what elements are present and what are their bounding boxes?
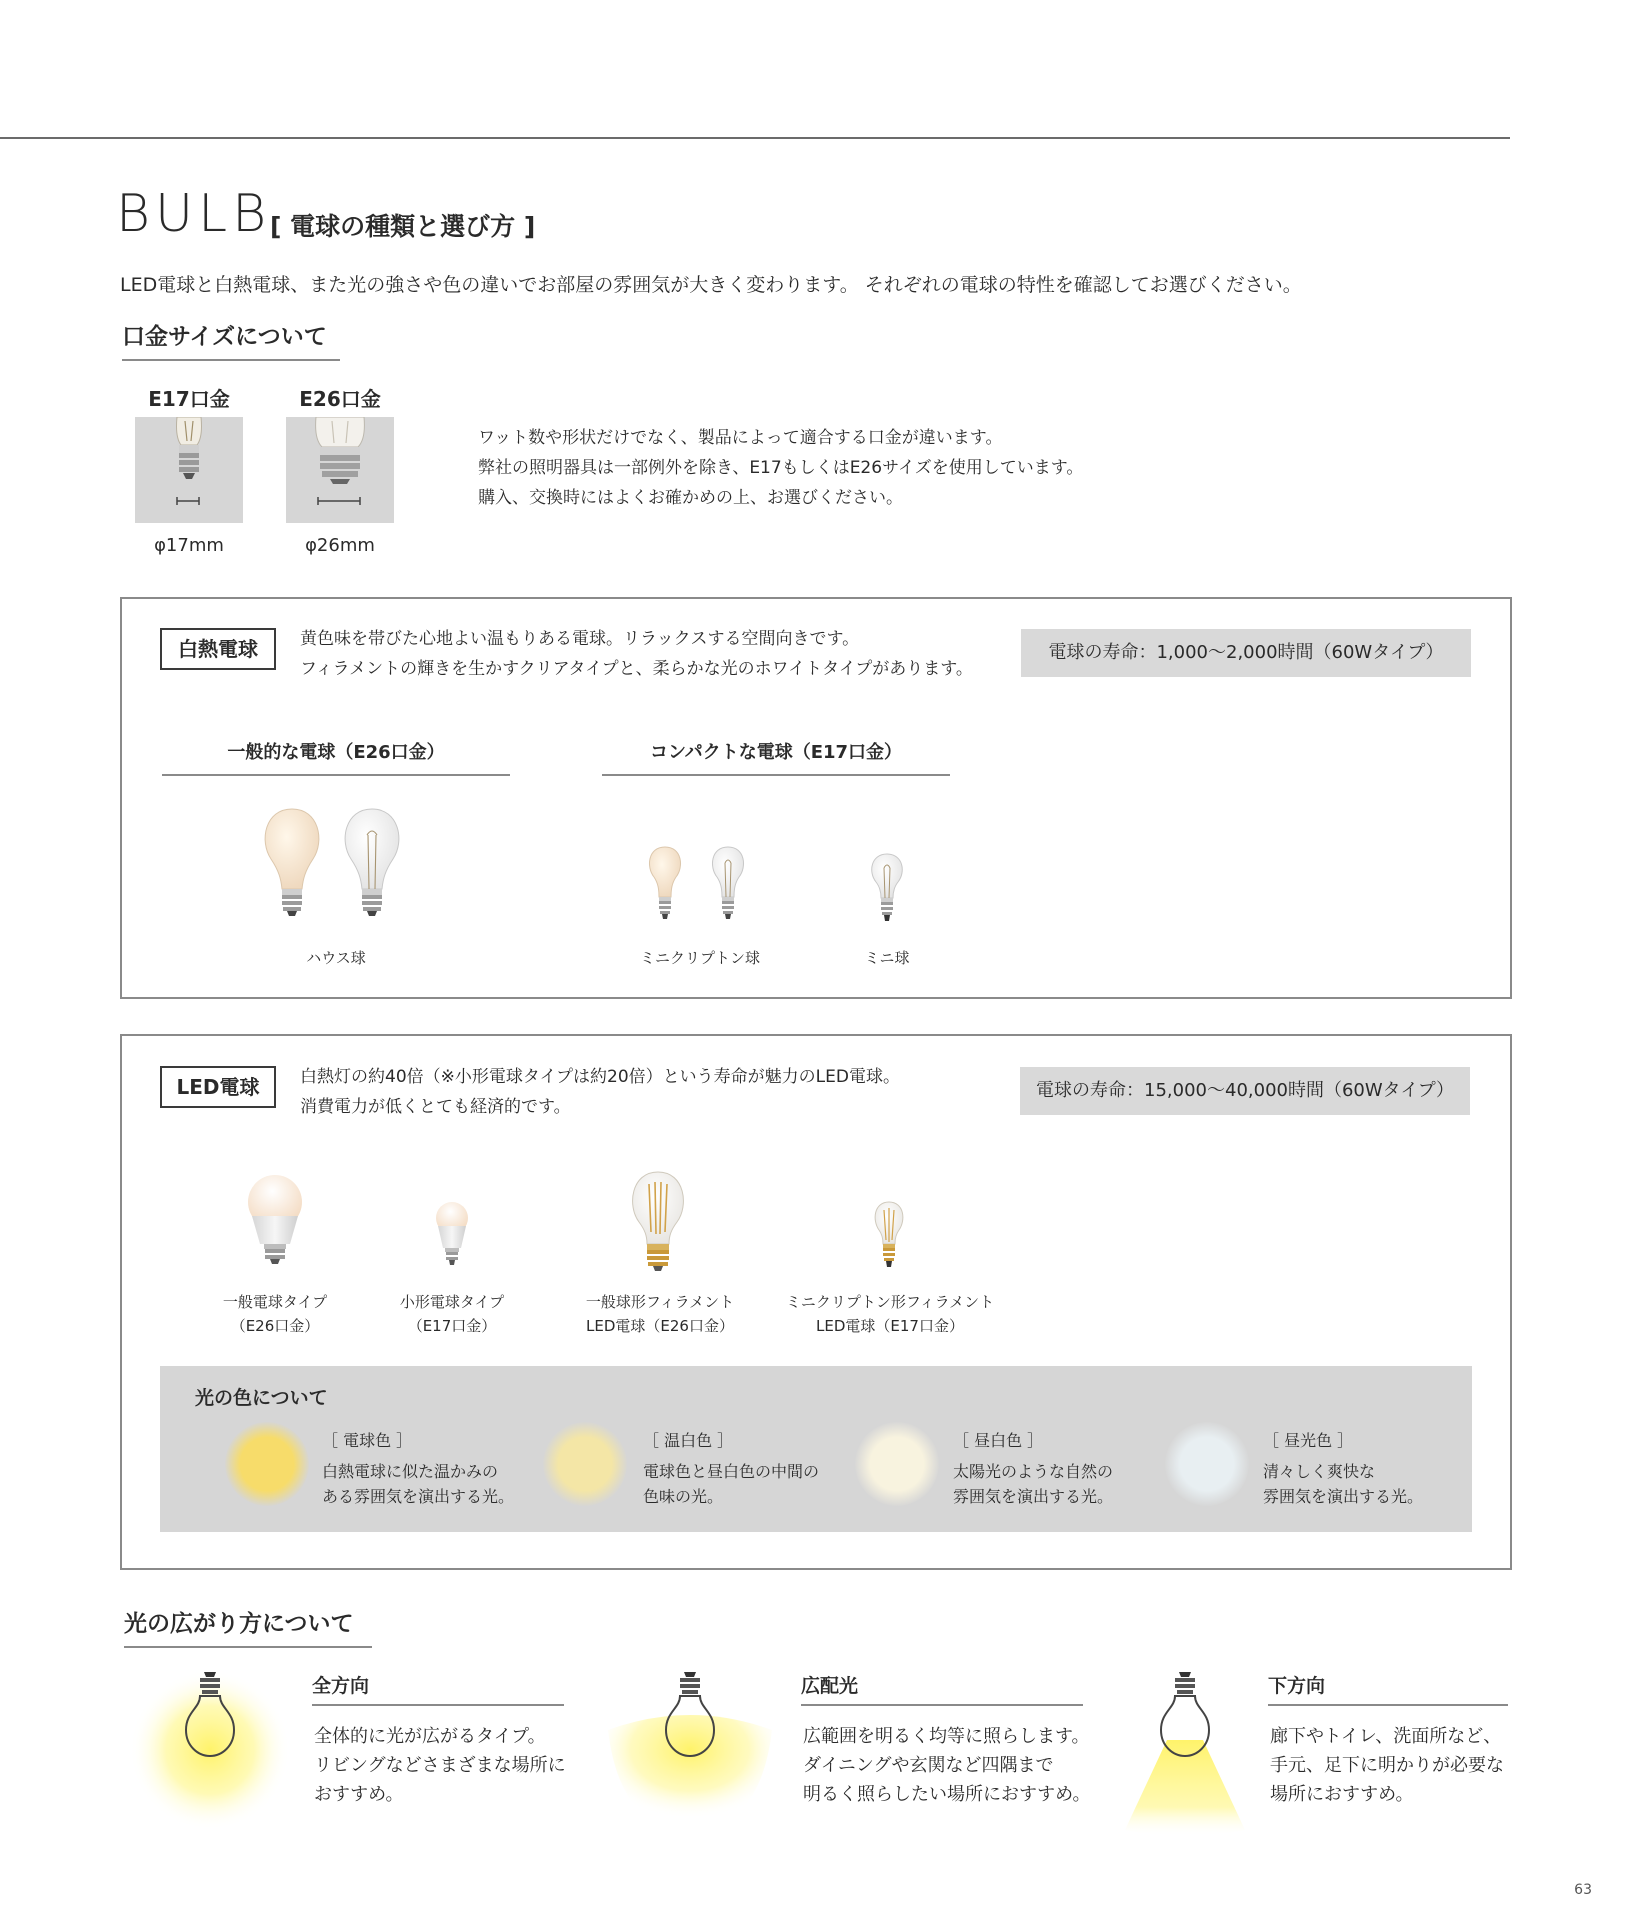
led-filament-bulb-image [625, 1170, 691, 1276]
light-bulb-color-swatch [225, 1422, 309, 1506]
caption-mini-krypton: ミニクリプトン球 [639, 949, 760, 967]
e17-cap-icon [135, 417, 243, 523]
cap-label-e26: E26口金 [299, 387, 381, 411]
cap-text-line: 弊社の照明器具は一部例外を除き、E17もしくはE26サイズを使用しています。 [478, 458, 1084, 478]
caption-line: （E17口金） [407, 1317, 497, 1335]
caption-mini-bulb: ミニ球 [864, 949, 910, 967]
spread-wide-title: 広配光 [801, 1671, 1083, 1706]
caption-led-mini-filament [775, 1290, 1005, 1338]
spread-downward-title: 下方向 [1268, 1671, 1508, 1706]
incandescent-tag: 白熱電球 [160, 628, 276, 670]
color-light-bulb [322, 1428, 514, 1509]
spread-omnidirectional-desc [314, 1722, 566, 1809]
color-desc: 清々しく爽快な [1263, 1462, 1376, 1481]
cap-text-line: 購入、交換時にはよくお確かめの上、お選びください。 [478, 488, 903, 508]
general-bulb-heading: 一般的な電球（E26口金） [162, 738, 510, 776]
top-rule [0, 137, 1510, 139]
caption-line: LED電球（E26口金） [586, 1317, 734, 1335]
color-desc: 雰囲気を演出する光。 [1263, 1487, 1424, 1506]
color-daylight [1263, 1428, 1423, 1509]
spread-wide-desc [803, 1722, 1090, 1809]
caption-line: 小形電球タイプ [399, 1293, 505, 1311]
e26-cap-icon [286, 417, 394, 523]
color-name: ［ 昼白色 ］ [953, 1431, 1044, 1450]
color-neutral-white [953, 1428, 1113, 1509]
led-description [300, 1062, 900, 1122]
led-general-bulb-image [240, 1172, 310, 1272]
color-desc: 太陽光のような自然の [953, 1462, 1114, 1481]
omnidirectional-icon [130, 1660, 290, 1830]
page-subtitle: [ 電球の種類と選び方 ] [270, 212, 536, 241]
caption-led-small [372, 1290, 532, 1338]
spread-desc-line: 場所におすすめ。 [1270, 1784, 1414, 1805]
page-title: BULB [116, 184, 272, 244]
incandescent-lifespan: 電球の寿命：1,000〜2,000時間（60Wタイプ） [1021, 629, 1471, 677]
cap-e17-image [135, 417, 243, 523]
spread-desc-line: おすすめ。 [314, 1784, 404, 1805]
mini-krypton-bulb-image [640, 845, 760, 930]
intro-text: LED電球と白熱電球、また光の強さや色の違いでお部屋の雰囲気が大きく変わります。 それぞれの電球の特性を確認してお選びください。 [120, 274, 1302, 296]
cap-text-line: ワット数や形状だけでなく、製品によって適合する口金が違います。 [478, 428, 1003, 448]
spread-desc-line: 廊下やトイレ、洗面所など、 [1270, 1726, 1502, 1747]
incandescent-text-line: 黄色味を帯びた心地よい温もりある電球。リラックスする空間向きです。 [300, 629, 860, 649]
spread-desc-line: ダイニングや玄関など四隅まで [803, 1755, 1054, 1776]
led-text-line: 白熱灯の約40倍（※小形電球タイプは約20倍）という寿命が魅力のLED電球。 [300, 1067, 900, 1087]
house-bulb-image [255, 805, 415, 925]
cap-label-e17: E17口金 [148, 387, 230, 411]
incandescent-description [300, 624, 973, 684]
mini-bulb-image [862, 852, 912, 930]
spread-desc-line: リビングなどさまざまな場所に [314, 1755, 566, 1776]
caption-line: ミニクリプトン形フィラメント [785, 1293, 995, 1311]
color-desc: 色味の光。 [643, 1487, 724, 1506]
color-desc: 白熱電球に似た温かみの [322, 1462, 499, 1481]
color-name: ［ 電球色 ］ [322, 1431, 413, 1450]
color-name: ［ 温白色 ］ [643, 1431, 734, 1450]
led-small-bulb-image [430, 1200, 474, 1275]
caption-house-bulb: ハウス球 [306, 949, 366, 967]
cap-section-heading: 口金サイズについて [122, 318, 340, 361]
caption-line: 一般電球タイプ [222, 1293, 328, 1311]
led-mini-filament-bulb-image [867, 1200, 911, 1275]
caption-line: （E26口金） [230, 1317, 320, 1335]
wide-distribution-icon [600, 1660, 780, 1830]
daylight-color-swatch [1165, 1422, 1249, 1506]
caption-line: 一般球形フィラメント [585, 1293, 735, 1311]
light-color-heading: 光の色について [195, 1387, 328, 1409]
spread-section-heading: 光の広がり方について [124, 1605, 372, 1648]
caption-led-filament [560, 1290, 760, 1338]
spread-downward-desc [1270, 1722, 1504, 1809]
color-desc: 雰囲気を演出する光。 [953, 1487, 1114, 1506]
spread-desc-line: 明るく照らしたい場所におすすめ。 [803, 1784, 1091, 1805]
cap-e26-image [286, 417, 394, 523]
caption-line: LED電球（E17口金） [816, 1317, 964, 1335]
cap-description [478, 423, 1083, 513]
incandescent-text-line: フィラメントの輝きを生かすクリアタイプと、柔らかな光のホワイトタイプがあります。 [300, 659, 973, 679]
led-tag: LED電球 [160, 1066, 276, 1108]
downward-icon [1115, 1660, 1255, 1840]
page-number: 63 [1574, 1882, 1592, 1898]
color-warm-white [643, 1428, 819, 1509]
spread-desc-line: 手元、足下に明かりが必要な [1270, 1755, 1504, 1776]
cap-dim-e17: φ17mm [154, 535, 224, 556]
cap-dim-e26: φ26mm [305, 535, 375, 556]
spread-desc-line: 広範囲を明るく均等に照らします。 [803, 1726, 1090, 1747]
led-text-line: 消費電力が低くとても経済的です。 [300, 1097, 571, 1117]
color-desc: 電球色と昼白色の中間の [643, 1462, 820, 1481]
neutral-white-color-swatch [855, 1422, 939, 1506]
compact-bulb-heading: コンパクトな電球（E17口金） [602, 738, 950, 776]
spread-omnidirectional-title: 全方向 [312, 1671, 564, 1706]
caption-led-general [195, 1290, 355, 1338]
warm-white-color-swatch [543, 1422, 627, 1506]
spread-desc-line: 全体的に光が広がるタイプ。 [314, 1726, 546, 1747]
color-desc: ある雰囲気を演出する光。 [322, 1487, 515, 1506]
led-lifespan: 電球の寿命：15,000〜40,000時間（60Wタイプ） [1020, 1067, 1470, 1115]
color-name: ［ 昼光色 ］ [1263, 1431, 1354, 1450]
